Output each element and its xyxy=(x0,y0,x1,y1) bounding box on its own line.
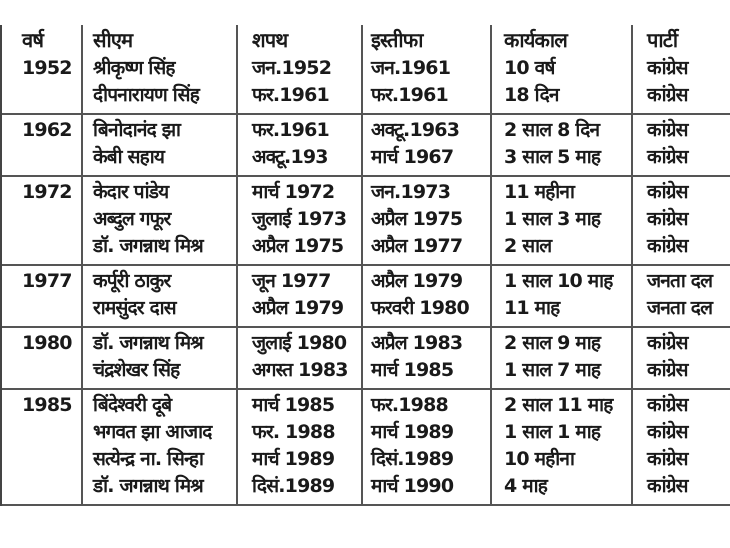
oath-value: फर. 1988 xyxy=(252,421,335,443)
cm-value: डॉ. जगन्नाथ मिश्र xyxy=(93,475,203,497)
oath-value: दिसं.1989 xyxy=(252,475,335,497)
oath-value: अक्टू.193 xyxy=(252,146,328,168)
oath-cell xyxy=(238,115,363,175)
resign-value: अप्रैल 1979 xyxy=(371,270,463,292)
tenure-value: 18 दिन xyxy=(504,84,559,106)
tenure-value: 1 साल 1 माह xyxy=(504,421,601,443)
year-cell xyxy=(2,115,83,175)
table-row-group xyxy=(2,53,730,115)
oath-cell xyxy=(238,328,363,388)
resign-value: अप्रैल 1977 xyxy=(371,235,463,257)
party-value: कांग्रेस xyxy=(647,208,688,230)
party-cell xyxy=(633,53,730,113)
tenure-value: 4 माह xyxy=(504,475,548,497)
resign-cell xyxy=(363,390,492,504)
header-cm-label: सीएम xyxy=(93,28,133,52)
oath-value: फर.1961 xyxy=(252,84,329,106)
party-value: कांग्रेस xyxy=(647,57,688,79)
resign-value: जन.1973 xyxy=(371,181,451,203)
party-value: कांग्रेस xyxy=(647,421,688,443)
oath-value: जन.1952 xyxy=(252,57,332,79)
resign-value: फरवरी 1980 xyxy=(371,297,469,319)
oath-cell xyxy=(238,266,363,326)
tenure-value: 2 साल 9 माह xyxy=(504,332,601,354)
oath-value: जून 1977 xyxy=(252,270,331,292)
cm-value: बिनोदानंद झा xyxy=(93,119,181,141)
year-value: 1952 xyxy=(22,57,72,79)
party-cell xyxy=(633,266,730,326)
tenure-value: 11 माह xyxy=(504,297,560,319)
year-cell xyxy=(2,53,83,113)
cm-value: डॉ. जगन्नाथ मिश्र xyxy=(93,332,203,354)
resign-cell xyxy=(363,266,492,326)
year-cell xyxy=(2,177,83,264)
cm-value: बिंदेश्वरी दूबे xyxy=(93,394,172,416)
resign-value: मार्च 1967 xyxy=(371,146,454,168)
party-value: कांग्रेस xyxy=(647,146,688,168)
cm-value: अब्दुल गफूर xyxy=(93,208,171,230)
cm-value: दीपनारायण सिंह xyxy=(93,84,199,106)
oath-value: मार्च 1985 xyxy=(252,394,335,416)
cm-value: सत्येन्द्र ना. सिन्हा xyxy=(93,448,204,470)
year-cell xyxy=(2,328,83,388)
cm-value: डॉ. जगन्नाथ मिश्र xyxy=(93,235,203,257)
header-party-label: पार्टी xyxy=(647,28,678,52)
resign-value: अप्रैल 1983 xyxy=(371,332,463,354)
tenure-cell xyxy=(492,53,633,113)
tenure-value: 1 साल 3 माह xyxy=(504,208,601,230)
party-value: कांग्रेस xyxy=(647,448,688,470)
cm-value: कर्पूरी ठाकुर xyxy=(93,270,171,292)
resign-value: मार्च 1985 xyxy=(371,359,454,381)
oath-cell xyxy=(238,177,363,264)
tenure-value: 10 महीना xyxy=(504,448,575,470)
party-value: कांग्रेस xyxy=(647,119,688,141)
party-value: कांग्रेस xyxy=(647,181,688,203)
tenure-value: 11 महीना xyxy=(504,181,575,203)
party-value: कांग्रेस xyxy=(647,235,688,257)
party-value: कांग्रेस xyxy=(647,475,688,497)
header-tenure-label: कार्यकाल xyxy=(504,28,568,52)
cm-cell xyxy=(83,266,238,326)
party-value: जनता दल xyxy=(647,270,713,292)
oath-value: मार्च 1972 xyxy=(252,181,335,203)
year-cell xyxy=(2,266,83,326)
cm-cell xyxy=(83,390,238,504)
party-value: कांग्रेस xyxy=(647,394,688,416)
year-cell xyxy=(2,390,83,504)
oath-cell xyxy=(238,390,363,504)
tenure-value: 1 साल 7 माह xyxy=(504,359,601,381)
table-row-group xyxy=(2,115,730,177)
oath-value: फर.1961 xyxy=(252,119,329,141)
resign-cell xyxy=(363,328,492,388)
tenure-cell xyxy=(492,177,633,264)
tenure-cell xyxy=(492,115,633,175)
table-row-group xyxy=(2,328,730,390)
cm-value: रामसुंदर दास xyxy=(93,297,176,319)
party-value: कांग्रेस xyxy=(647,359,688,381)
cm-cell xyxy=(83,177,238,264)
oath-value: मार्च 1989 xyxy=(252,448,335,470)
party-cell xyxy=(633,115,730,175)
cm-cell xyxy=(83,53,238,113)
table-row-group xyxy=(2,390,730,506)
tenure-value: 3 साल 5 माह xyxy=(504,146,601,168)
year-value: 1985 xyxy=(22,394,72,416)
header-resign-label: इस्तीफा xyxy=(371,28,423,52)
resign-value: जन.1961 xyxy=(371,57,451,79)
resign-cell xyxy=(363,115,492,175)
party-cell xyxy=(633,328,730,388)
resign-value: मार्च 1990 xyxy=(371,475,454,497)
party-cell xyxy=(633,177,730,264)
tenure-value: 2 साल 11 माह xyxy=(504,394,613,416)
oath-value: अप्रैल 1979 xyxy=(252,297,344,319)
tenure-cell xyxy=(492,390,633,504)
cm-cell xyxy=(83,328,238,388)
year-value: 1977 xyxy=(22,270,72,292)
tenure-cell xyxy=(492,328,633,388)
table-row-group xyxy=(2,177,730,266)
resign-cell xyxy=(363,53,492,113)
cm-cell xyxy=(83,115,238,175)
oath-value: जुलाई 1980 xyxy=(252,332,347,354)
table-row-group xyxy=(2,266,730,328)
oath-value: जुलाई 1973 xyxy=(252,208,347,230)
tenure-value: 1 साल 10 माह xyxy=(504,270,613,292)
year-value: 1980 xyxy=(22,332,72,354)
resign-value: अप्रैल 1975 xyxy=(371,208,463,230)
party-value: जनता दल xyxy=(647,297,713,319)
party-value: कांग्रेस xyxy=(647,332,688,354)
year-value: 1962 xyxy=(22,119,72,141)
cm-value: चंद्रशेखर सिंह xyxy=(93,359,180,381)
oath-value: अप्रैल 1975 xyxy=(252,235,344,257)
year-value: 1972 xyxy=(22,181,72,203)
resign-value: दिसं.1989 xyxy=(371,448,454,470)
resign-cell xyxy=(363,177,492,264)
cm-value: भगवत झा आजाद xyxy=(93,421,212,443)
resign-value: फर.1961 xyxy=(371,84,448,106)
tenure-cell xyxy=(492,266,633,326)
tenure-value: 2 साल 8 दिन xyxy=(504,119,600,141)
party-value: कांग्रेस xyxy=(647,84,688,106)
header-oath-label: शपथ xyxy=(252,28,288,52)
resign-value: फर.1988 xyxy=(371,394,448,416)
cm-table xyxy=(0,25,730,506)
cm-value: केबी सहाय xyxy=(93,146,165,168)
cm-value: श्रीकृष्ण सिंह xyxy=(93,57,175,79)
tenure-value: 2 साल xyxy=(504,235,552,257)
party-cell xyxy=(633,390,730,504)
header-year-label: वर्ष xyxy=(22,28,44,52)
oath-value: अगस्त 1983 xyxy=(252,359,348,381)
resign-value: अक्टू.1963 xyxy=(371,119,460,141)
resign-value: मार्च 1989 xyxy=(371,421,454,443)
tenure-value: 10 वर्ष xyxy=(504,57,555,79)
cm-value: केदार पांडेय xyxy=(93,181,169,203)
oath-cell xyxy=(238,53,363,113)
